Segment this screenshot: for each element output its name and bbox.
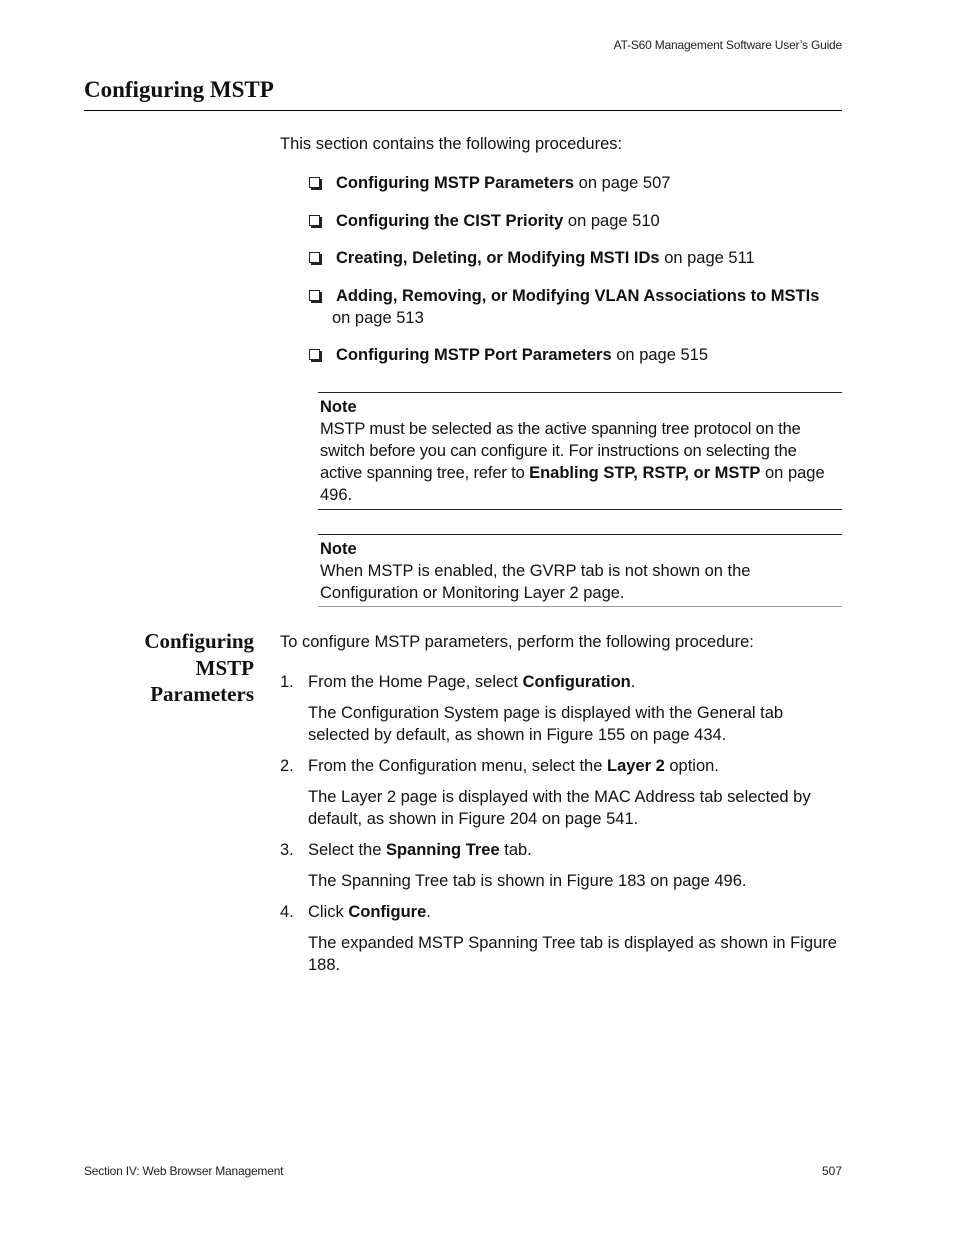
procedure-item <box>308 247 848 269</box>
note-bottom-rule <box>318 606 842 607</box>
procedure-page-ref: on page 510 <box>563 211 660 230</box>
title-divider <box>84 110 842 111</box>
step-result: The expanded MSTP Spanning Tree tab is displayed as shown in Figure 188. <box>308 934 837 974</box>
procedure-link[interactable]: Creating, Deleting, or Modifying MSTI IDs <box>336 249 660 267</box>
step-number: 1. <box>280 673 294 691</box>
section-heading <box>84 628 254 708</box>
step-number: 3. <box>280 841 294 859</box>
step <box>280 839 840 892</box>
step-result: The Spanning Tree tab is shown in Figure 183 on page 496. <box>308 872 747 890</box>
procedure-steps <box>280 671 840 976</box>
page-title: Configuring MSTP <box>84 77 274 102</box>
note-label: Note <box>320 398 357 416</box>
procedure-link[interactable]: Configuring MSTP Port Parameters <box>336 346 612 364</box>
ui-term: Configure <box>348 903 427 921</box>
page-number: 507 <box>821 1164 842 1178</box>
step <box>280 755 840 830</box>
section-heading-line: Configuring <box>144 629 254 653</box>
note-label: Note <box>320 540 357 558</box>
procedure-page-ref: on page 511 <box>659 249 755 267</box>
note-bottom-rule <box>318 509 842 510</box>
procedure-item <box>308 285 848 329</box>
step-instruction: From the Home Page, select Configuration. <box>308 673 636 691</box>
procedure-page-ref: on page 513 <box>332 308 424 327</box>
note-text-end: on page 496. <box>320 464 825 504</box>
procedure-link[interactable]: Adding, Removing, or Modifying VLAN Associations to MSTIs <box>336 286 820 305</box>
checkbox-bullet-icon <box>309 252 320 263</box>
note-link[interactable]: Enabling STP, RSTP, or MSTP <box>529 464 761 482</box>
note-text: MSTP must be selected as the active spanning tree protocol on the switch before you can configure it. For instructions on selecting the active spanning tree, refer to <box>320 420 801 482</box>
ui-term: Configuration <box>522 673 631 691</box>
checkbox-bullet-icon <box>309 177 320 188</box>
procedure-list <box>308 172 848 382</box>
procedure-item <box>308 344 848 366</box>
note-box-active-protocol <box>318 392 842 510</box>
step-instruction: Click Configure. <box>308 903 431 921</box>
procedure-intro: To configure MSTP parameters, perform the following procedure: <box>280 633 754 651</box>
note-box-gvrp <box>318 534 842 607</box>
ui-term: Layer 2 <box>606 757 665 775</box>
step-instruction: Select the Spanning Tree tab. <box>308 841 532 859</box>
intro-text: This section contains the following procedures: <box>280 135 623 153</box>
section-heading-line: MSTP <box>195 655 254 680</box>
footer-section: Section IV: Web Browser Management <box>84 1164 284 1178</box>
step-result: The Layer 2 page is displayed with the MAC Address tab selected by default, as shown in Figure 204 on page 541. <box>308 788 811 828</box>
step-result: The Configuration System page is displayed with the General tab selected by default, as shown in Figure 155 on page 434. <box>308 704 784 744</box>
step-instruction: From the Configuration menu, select the Layer 2 option. <box>308 757 719 775</box>
step-number: 2. <box>280 757 294 775</box>
procedure-page-ref: on page 515 <box>611 346 709 364</box>
section-heading-line: Parameters <box>150 682 254 706</box>
checkbox-bullet-icon <box>309 215 320 226</box>
note-text: When MSTP is enabled, the GVRP tab is not shown on the Configuration or Monitoring Layer 2 page. <box>320 562 751 602</box>
running-header: AT-S60 Management Software User’s Guide <box>613 38 842 52</box>
checkbox-bullet-icon <box>309 290 320 301</box>
step-number: 4. <box>280 903 294 921</box>
procedure-page-ref: on page 507 <box>574 174 671 192</box>
step <box>280 901 840 976</box>
procedure-link[interactable]: Configuring the CIST Priority <box>336 211 564 230</box>
procedure-link[interactable]: Configuring MSTP Parameters <box>336 174 575 192</box>
ui-term: Spanning Tree <box>385 841 500 859</box>
procedure-item <box>308 210 848 232</box>
checkbox-bullet-icon <box>309 349 320 360</box>
step <box>280 671 840 746</box>
procedure-item <box>308 172 848 194</box>
